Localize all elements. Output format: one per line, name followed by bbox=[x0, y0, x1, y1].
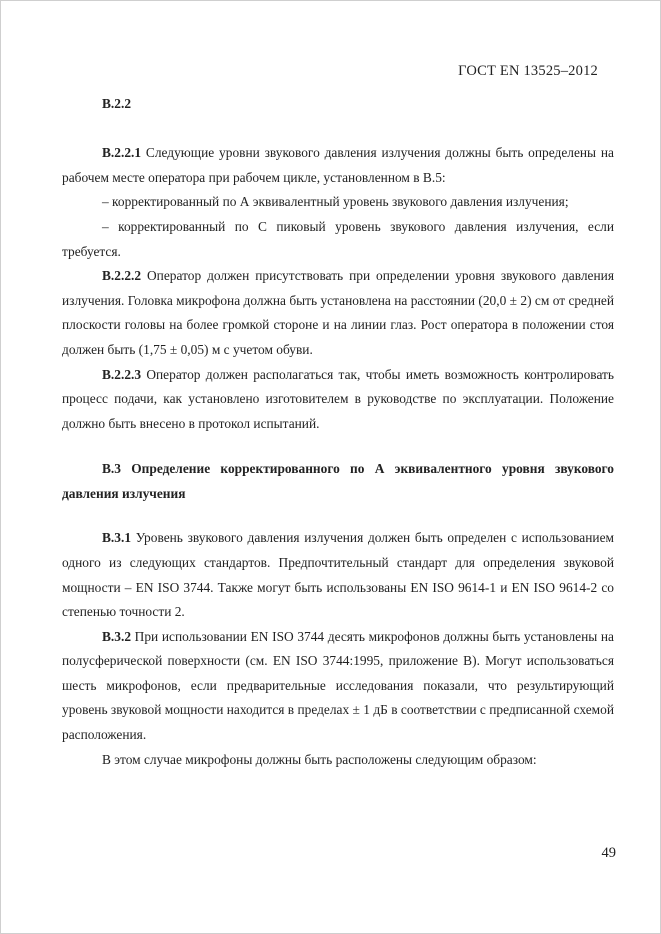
page-body bbox=[62, 92, 614, 772]
list-item: – корректированный по А эквивалентный уровень звукового давления излучения; bbox=[102, 194, 569, 210]
document-id: ГОСТ EN 13525–2012 bbox=[458, 63, 598, 79]
section-number: B.3 bbox=[102, 461, 121, 477]
clause-number: B.2.2.1 bbox=[102, 145, 142, 161]
clause-b221 bbox=[62, 141, 614, 190]
clause-number: B.2.2.3 bbox=[102, 366, 142, 382]
clause-number: B.3.1 bbox=[102, 530, 132, 546]
clause-text: Уровень звукового давления излучения должен быть определен с использованием одного из следующих стандартов. Предпочтительный стандарт для определения звуковой мощности – EN ISO 3744. Также могут быть использованы EN ISO 9614-1 и EN ISO 9614-2 со степенью точности 2. bbox=[62, 530, 614, 620]
clause-b31 bbox=[62, 526, 614, 624]
clause-text: При использовании EN ISO 3744 десять микрофонов должны быть установлены на полусферической поверхности (см. EN ISO 3744:1995, приложение B). Могут использоваться шесть микрофонов, если предварительные исследования показали, что результирующий уровень звуковой мощности находится в пределах ± 1 дБ в соответствии с предписанной схемой расположения. bbox=[62, 628, 614, 743]
list-item: – корректированный по С пиковый уровень звукового давления излучения, если требуется. bbox=[62, 218, 614, 259]
section-title-text: Определение корректированного по А эквивалентного уровня звукового давления излучения bbox=[62, 461, 614, 502]
clause-text: Оператор должен располагаться так, чтобы иметь возможность контролировать процесс подачи, как установлено изготовителем в руководстве по эксплуатации. Положение должно быть внесено в протокол испытаний. bbox=[62, 366, 614, 431]
page-number: 49 bbox=[601, 845, 616, 861]
clause-number: B.3.2 bbox=[102, 628, 132, 644]
clause-text: Оператор должен присутствовать при определении уровня звукового давления излучения. Головка микрофона должна быть установлена на расстоянии (20,0 ± 2) см от средней плоскости головы на более громкой стороне и на линии глаз. Рост оператора в положении стоя должен быть (1,75 ± 0,05) м с учетом обуви. bbox=[62, 268, 614, 357]
clause-number: B.2.2.2 bbox=[102, 268, 142, 284]
clause-b223 bbox=[62, 363, 614, 437]
section-b22-heading: B.2.2 bbox=[102, 96, 132, 111]
section-b3-title bbox=[62, 456, 614, 506]
clause-text: Следующие уровни звукового давления излучения должны быть определены на рабочем месте оператора при рабочем цикле, установленном в B.5: bbox=[62, 145, 614, 185]
paragraph: В этом случае микрофоны должны быть расположены следующим образом: bbox=[102, 751, 537, 767]
clause-b222 bbox=[62, 264, 614, 362]
clause-b32 bbox=[62, 625, 614, 748]
